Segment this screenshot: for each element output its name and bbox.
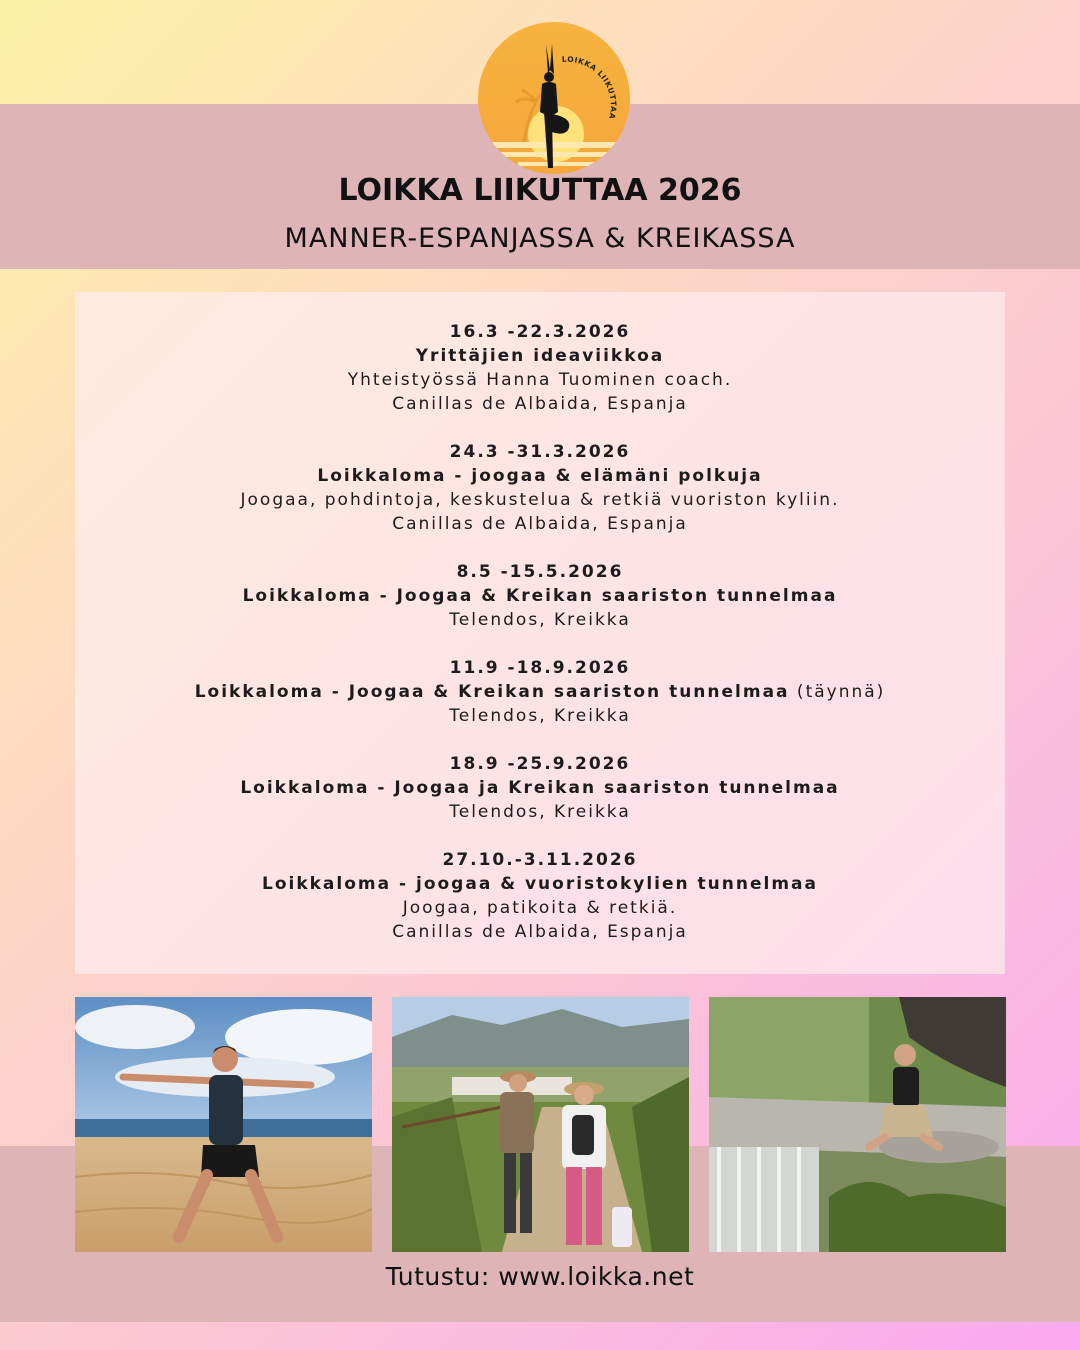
event-item — [75, 752, 1005, 824]
event-full-note: (täynnä) — [789, 682, 886, 702]
event-location: Canillas de Albaida, Espanja — [392, 394, 688, 414]
event-item — [75, 320, 1005, 416]
event-location: Telendos, Kreikka — [449, 610, 631, 630]
event-title: Loikkaloma - Joogaa & Kreikan saariston tunnelmaa — [242, 586, 838, 606]
event-location: Canillas de Albaida, Espanja — [392, 922, 688, 942]
event-dates: 18.9 -25.9.2026 — [449, 754, 631, 774]
event-title: Yrittäjien ideaviikkoa — [415, 346, 665, 366]
event-description: Joogaa, pohdintoja, keskustelua & retkiä vuoriston kyliin. — [240, 490, 840, 510]
logo — [478, 22, 630, 174]
event-dates: 11.9 -18.9.2026 — [449, 658, 631, 678]
event-item — [75, 656, 1005, 728]
event-description: Joogaa, patikoita & retkiä. — [402, 898, 678, 918]
event-title: Loikkaloma - joogaa & vuoristokylien tunnelmaa — [261, 874, 818, 894]
event-dates: 24.3 -31.3.2026 — [449, 442, 631, 462]
event-dates: 16.3 -22.3.2026 — [449, 322, 631, 342]
events-panel — [75, 292, 1005, 974]
waterfall-rest-photo — [709, 997, 1006, 1252]
event-title: Loikkaloma - Joogaa & Kreikan saariston tunnelmaa — [194, 682, 790, 702]
event-dates: 8.5 -15.5.2026 — [456, 562, 624, 582]
page-subtitle: MANNER-ESPANJASSA & KREIKASSA — [284, 223, 796, 254]
mountain-hike-photo — [392, 997, 689, 1252]
event-title: Loikkaloma - Joogaa ja Kreikan saariston tunnelmaa — [240, 778, 840, 798]
beach-yoga-photo — [75, 997, 372, 1252]
event-dates: 27.10.-3.11.2026 — [442, 850, 638, 870]
event-title-line — [75, 680, 1005, 704]
event-title: Loikkaloma - joogaa & elämäni polkuja — [317, 466, 763, 486]
website-link[interactable]: Tutustu: www.loikka.net — [385, 1262, 695, 1291]
event-item — [75, 560, 1005, 632]
event-item — [75, 848, 1005, 944]
event-item — [75, 440, 1005, 536]
event-location: Canillas de Albaida, Espanja — [392, 514, 688, 534]
page-title: LOIKKA LIIKUTTAA 2026 — [338, 173, 742, 208]
event-description: Yhteistyössä Hanna Tuominen coach. — [347, 370, 733, 390]
yoga-tree-pose-sunset-icon — [478, 22, 630, 174]
event-list — [75, 320, 1005, 968]
event-location: Telendos, Kreikka — [449, 802, 631, 822]
svg-text:LOIKKA LIIKUTTAA: LOIKKA LIIKUTTAA — [561, 54, 619, 121]
event-location: Telendos, Kreikka — [449, 706, 631, 726]
